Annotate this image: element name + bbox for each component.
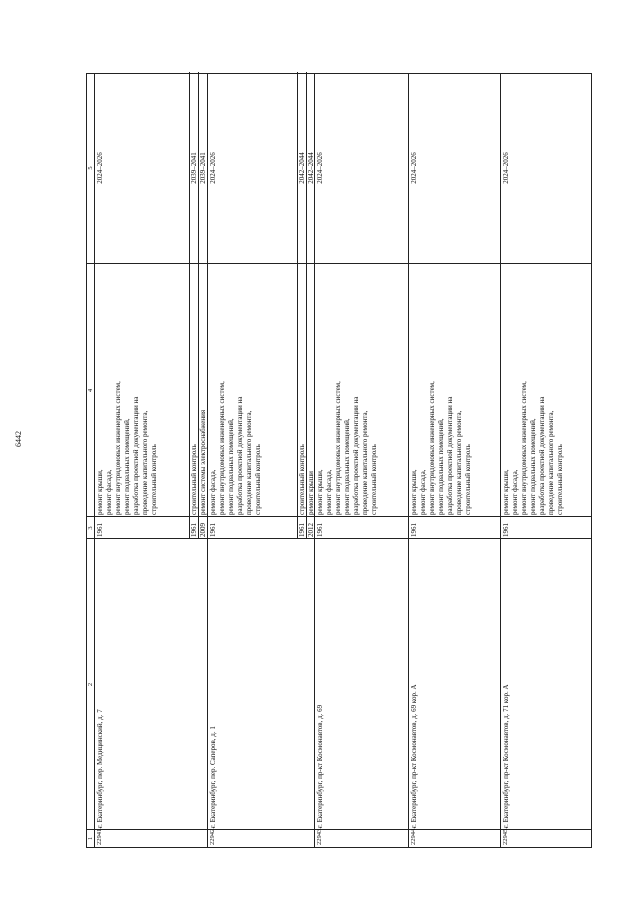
row-year: 1961 bbox=[190, 523, 198, 537]
row-year: 2009 bbox=[199, 523, 207, 537]
header-col-4: 4 bbox=[87, 388, 94, 393]
col-divider bbox=[501, 829, 591, 830]
col-divider bbox=[409, 538, 500, 539]
row-year: 1961 bbox=[502, 523, 510, 537]
row-number: 22945. bbox=[502, 827, 509, 845]
col-divider bbox=[87, 829, 94, 830]
row-year: 2012 bbox=[307, 523, 315, 537]
row-address: г. Екатеринбург, пр-кт Космонавтов, д. 69 кор. А bbox=[410, 684, 418, 828]
row-works-extra: строительный контроль bbox=[190, 444, 198, 515]
col-divider bbox=[315, 829, 408, 830]
row-number: 22943. bbox=[316, 827, 323, 845]
row-period: 2039–2041 bbox=[199, 152, 207, 184]
row-period: 2042–2044 bbox=[307, 152, 315, 184]
row-period: 2024–2026 bbox=[410, 152, 418, 184]
col-divider bbox=[87, 538, 94, 539]
row-period: 2024–2026 bbox=[96, 152, 104, 184]
table-row bbox=[315, 73, 409, 848]
col-divider bbox=[409, 829, 500, 830]
row-period: 2024–2026 bbox=[209, 152, 217, 184]
row-number: 22941. bbox=[96, 827, 103, 845]
col-divider bbox=[315, 263, 408, 264]
row-year: 1961 bbox=[410, 523, 418, 537]
header-col-5: 5 bbox=[87, 166, 94, 170]
row-address: г. Екатеринбург, пр-кт Космонавтов, д. 71 кор. А bbox=[502, 684, 510, 828]
row-works-extra: строительный контроль bbox=[298, 444, 306, 515]
table-row bbox=[501, 73, 592, 848]
table-row bbox=[208, 73, 315, 848]
header-col-2: 2 bbox=[87, 682, 94, 687]
header-col-3: 3 bbox=[87, 526, 94, 530]
col-divider bbox=[208, 829, 314, 830]
col-divider bbox=[501, 263, 591, 264]
row-period: 2039–2041 bbox=[190, 152, 198, 184]
row-period: 2024–2026 bbox=[502, 152, 510, 184]
row-number: 22942. bbox=[209, 827, 216, 845]
row-works: ремонт крыши, ремонт фасада, ремонт внутридомовых инженерных систем, ремонт подвальных помещений, разработка проектной документации на проведение капитального ремонта, строительный контроль bbox=[316, 381, 378, 515]
capital-repair-table bbox=[86, 73, 592, 848]
row-works: ремонт фасада, ремонт внутридомовых инженерных систем, ремонт подвальных помещений, разработка проектной документации на проведение капитального ремонта, строительный контроль bbox=[209, 381, 262, 515]
col-divider bbox=[315, 538, 408, 539]
col-divider bbox=[87, 516, 94, 517]
table-row bbox=[409, 73, 501, 848]
col-divider bbox=[87, 263, 94, 264]
row-works: ремонт крыши, ремонт фасада, ремонт внутридомовых инженерных систем, ремонт подвальных помещений, разработка проектной документации на проведение капитального ремонта, строительный контроль bbox=[96, 381, 158, 515]
table-row bbox=[95, 73, 208, 848]
page-number: 6442 bbox=[14, 431, 23, 447]
row-address: г. Екатеринбург, пер. Саперов, д. 1 bbox=[209, 726, 217, 828]
row-address: г. Екатеринбург, пр-кт Космонавтов, д. 69 bbox=[316, 704, 324, 828]
row-year: 1961 bbox=[316, 523, 324, 537]
row-works: ремонт крыши, ремонт фасада, ремонт внутридомовых инженерных систем, ремонт подвальных помещений, разработка проектной документации на проведение капитального ремонта, строительный контроль bbox=[410, 381, 472, 515]
table-header bbox=[86, 73, 95, 848]
col-divider bbox=[409, 263, 500, 264]
row-works-extra: ремонт крыши bbox=[307, 471, 315, 515]
col-divider bbox=[501, 538, 591, 539]
row-year: 1961 bbox=[96, 523, 104, 537]
col-divider bbox=[95, 829, 207, 830]
row-works: ремонт крыши, ремонт фасада, ремонт внутридомовых инженерных систем, ремонт подвальных помещений, разработка проектной документации на проведение капитального ремонта, строительный контроль bbox=[502, 381, 564, 515]
row-year: 1961 bbox=[298, 523, 306, 537]
row-number: 22944. bbox=[410, 827, 417, 845]
row-works-extra: ремонт системы электроснабжения bbox=[199, 409, 207, 515]
row-period: 2024–2026 bbox=[316, 152, 324, 184]
header-col-1: 1 bbox=[87, 836, 94, 841]
row-year: 1961 bbox=[209, 523, 217, 537]
row-address: г. Екатеринбург, пер. Медицинский, д. 7 bbox=[96, 709, 104, 828]
row-period: 2042–2044 bbox=[298, 152, 306, 184]
